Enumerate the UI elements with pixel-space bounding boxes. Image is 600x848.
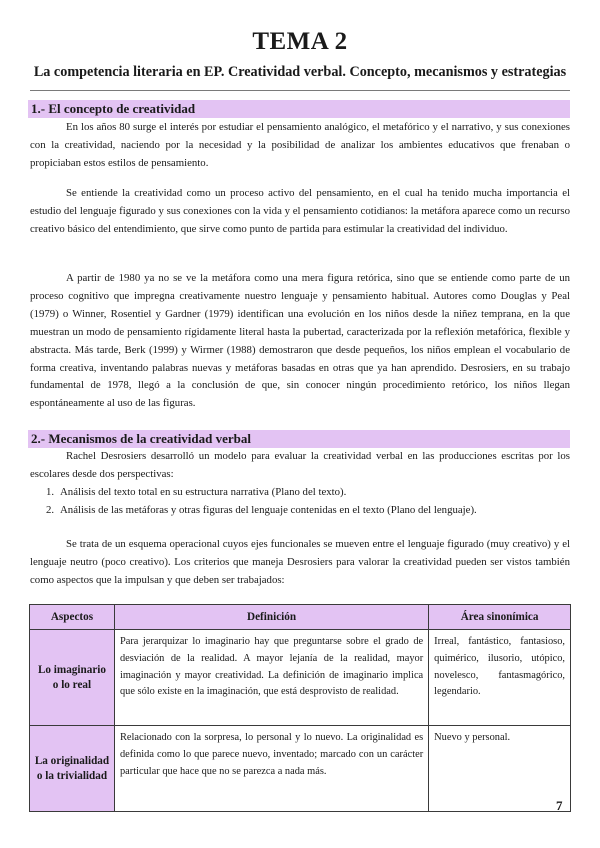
paragraph: Se entiende la creatividad como un proceso activo del pensamiento, en el cual ha tenido mucha importancia el estudio del lenguaje figurado y sus conexiones con la vida y el pensamiento cotidianos: la metáfora aparece como un recurso creativo básico del entendimiento, que sirve como punto de partida para estimular la creatividad del individuo. <box>30 187 570 235</box>
synonyms-cell: Irreal, fantástico, fantasioso, quimérico, ilusorio, utópico, novelesco, fantasmagórico, legendario. <box>429 630 571 726</box>
table-header-synonyms: Área sinonímica <box>429 605 571 630</box>
section-heading-mechanisms: 2.- Mecanismos de la creatividad verbal <box>28 430 570 448</box>
page-number: 7 <box>556 798 563 813</box>
list-item-text: Análisis de las metáforas y otras figuras del lenguaje contenidas en el texto (Plano del lenguaje). <box>60 503 477 516</box>
synonyms-cell: Nuevo y personal. <box>429 726 571 812</box>
page-title: TEMA 2 <box>252 28 348 55</box>
definition-cell: Para jerarquizar lo imaginario hay que preguntarse sobre el grado de desviación de la realidad. A mayor lejanía de la realidad, mayor imaginación y mayor creatividad. La definición de imaginario implica que sólo existe en la imaginación, que está desprovisto de realidad. <box>114 630 428 726</box>
table-row <box>30 726 571 812</box>
table-header-aspects: Aspectos <box>30 605 115 630</box>
list-item <box>30 502 570 520</box>
paragraph: Se trata de un esquema operacional cuyos ejes funcionales se mueven entre el lenguaje figurado (muy creativo) y el lenguaje neutro (poco creativo). Los criterios que maneja Desrosiers para valorar la creatividad pueden ser vistos también como aspectos que la impulsan y que deben ser trabajados: <box>30 538 570 586</box>
creativity-aspects-table <box>29 604 571 812</box>
definition-cell: Relacionado con la sorpresa, lo personal y lo nuevo. La originalidad es definida como lo que parece nuevo, inventado; marcado con un carácter particular que hace que no se parezca a nada más. <box>114 726 428 812</box>
paragraph: A partir de 1980 ya no se ve la metáfora como una mera figura retórica, sino que se entiende como parte de un proceso cognitivo que impregna creativamente nuestro lenguaje y pensamiento habitual. Autores como Douglas y Peal (1979) o Winner, Rosentiel y Gardner (1979) identifican una evolución en los niños desde la niñez temprana, en la que muestran un modo de pensamiento rígidamente literal hasta la pubertad, caracterizada por la reflexión metafórica, flexible y abstracta. Más tarde, Berk (1999) y Wirmer (1988) demostraron que desde pequeños, los niños emplean el vocabulario de forma creativa, inventando palabras nuevas y metáforas basadas en otras que ya han aprendido. Desrosiers, en su trabajo fundamental de 1978, llegó a la conclusión de que, sin conocer ningún procedimiento retórico, los niños llegan espontáneamente al uso de las figuras. <box>30 272 570 410</box>
title-divider <box>30 90 570 91</box>
section-heading-concept: 1.- El concepto de creatividad <box>28 100 570 118</box>
aspect-cell: La originalidad o la trivialidad <box>30 726 115 812</box>
paragraph: En los años 80 surge el interés por estudiar el pensamiento analógico, el metafórico y el narrativo, y sus conexiones con la creatividad, naciendo por la necesidad y la posibilidad de analizar los ambientes educativos que frenaban o propiciaban estos estilos de pensamiento. <box>30 121 570 169</box>
aspect-cell: Lo imaginario o lo real <box>30 630 115 726</box>
list-number: 2. <box>46 503 55 516</box>
page-subtitle: La competencia literaria en EP. Creatividad verbal. Concepto, mecanismos y estrategias <box>33 64 567 80</box>
list-item <box>30 484 570 502</box>
table-header-definition: Definición <box>114 605 428 630</box>
perspectives-list <box>30 484 570 520</box>
list-item-text: Análisis del texto total en su estructura narrativa (Plano del texto). <box>60 486 347 498</box>
table-header-row <box>30 605 571 630</box>
paragraph: Rachel Desrosiers desarrolló un modelo para evaluar la creatividad verbal en las producciones escritas por los escolares desde dos perspectivas: <box>30 450 570 480</box>
list-number: 1. <box>46 486 55 498</box>
table-row <box>30 630 571 726</box>
